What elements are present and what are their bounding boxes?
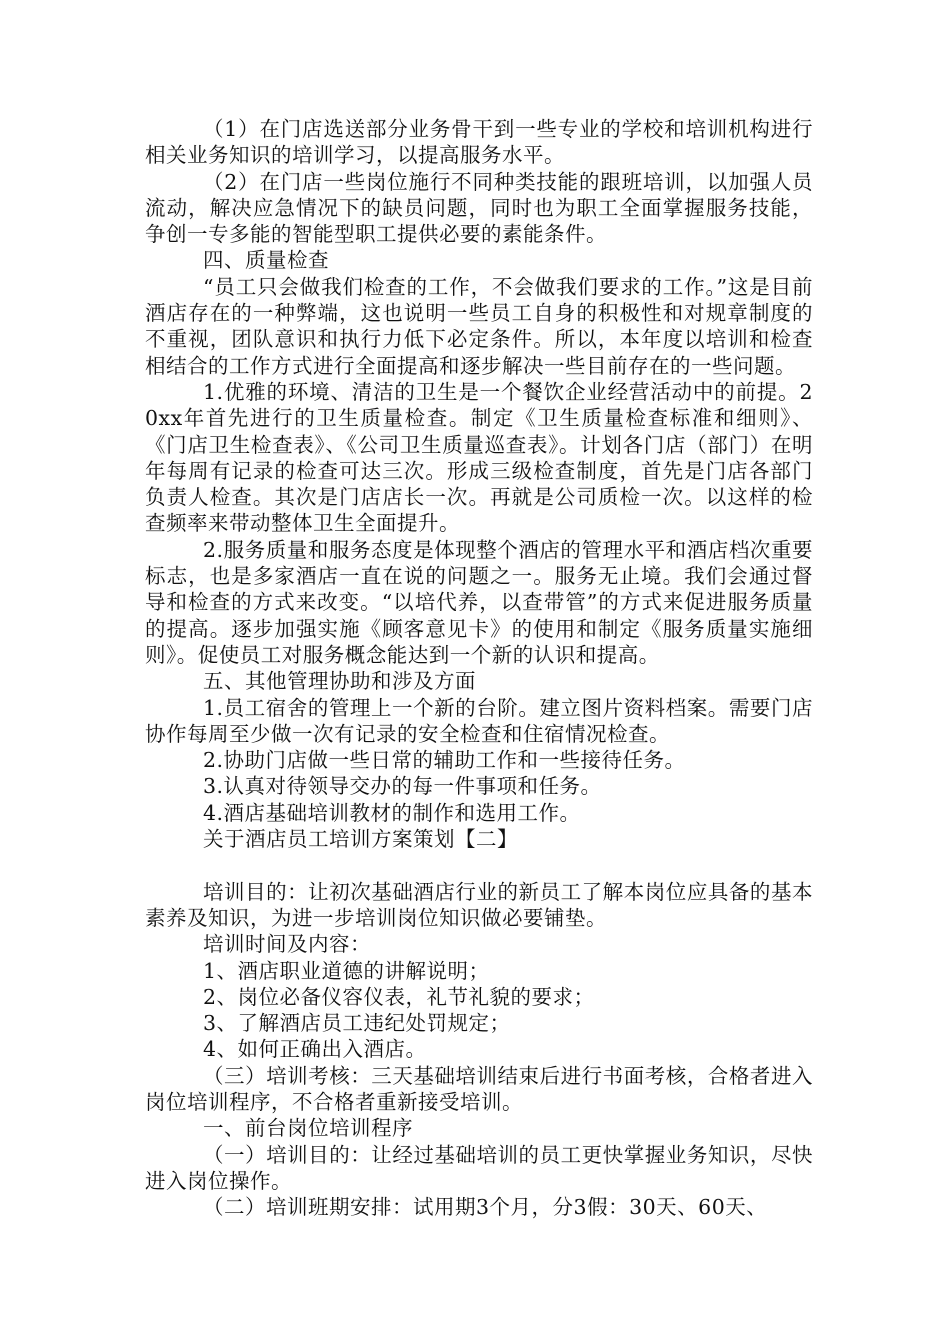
paragraph: 四、质量检查 [203, 248, 329, 273]
paragraph: （二）培训班期安排：试用期3个月，分3假：30天、60天、 [203, 1195, 768, 1220]
paragraph: 五、其他管理协助和涉及方面 [203, 669, 476, 694]
paragraph: 1、酒店职业道德的讲解说明； [203, 958, 490, 983]
paragraph: （1）在门店选送部分业务骨干到一些专业的学校和培训机构进行相关业务知识的培训学习，以提高服务水平。 [145, 117, 813, 168]
paragraph: 关于酒店员工培训方案策划【二】 [203, 827, 518, 852]
paragraph: 一、前台岗位培训程序 [203, 1116, 413, 1141]
paragraph: 2.协助门店做一些日常的辅助工作和一些接待任务。 [203, 748, 686, 773]
paragraph: （三）培训考核：三天基础培训结束后进行书面考核，合格者进入岗位培训程序，不合格者重新接受培训。 [145, 1063, 813, 1114]
blank-line [145, 852, 813, 878]
document-body [145, 116, 813, 1220]
paragraph: 4.酒店基础培训教材的制作和选用工作。 [203, 800, 581, 825]
paragraph: 1.优雅的环境、清洁的卫生是一个餐饮企业经营活动中的前提。20xx年首先进行的卫生质量检查。制定《卫生质量检查标准和细则》、《门店卫生检查表》、《公司卫生质量巡查表》。计划各门店（部门）在明年每周有记录的检查可达三次。形成三级检查制度，首先是门店各部门负责人检查。其次是门店店长一次。再就是公司质检一次。以这样的检查频率来带动整体卫生全面提升。 [145, 379, 813, 536]
paragraph: 4、如何正确出入酒店。 [203, 1037, 427, 1062]
paragraph: 3、了解酒店员工违纪处罚规定； [203, 1011, 511, 1036]
paragraph: 培训目的：让初次基础酒店行业的新员工了解本岗位应具备的基本素养及知识，为进一步培训岗位知识做必要铺垫。 [145, 879, 813, 930]
paragraph: “员工只会做我们检查的工作，不会做我们要求的工作。”这是目前酒店存在的一种弊端，这也说明一些员工自身的积极性和对规章制度的不重视，团队意识和执行力低下必定条件。所以，本年度以培训和检查相结合的工作方式进行全面提高和逐步解决一些目前存在的一些问题。 [145, 274, 813, 378]
paragraph: 培训时间及内容： [203, 932, 371, 957]
paragraph: 1.员工宿舍的管理上一个新的台阶。建立图片资料档案。需要门店协作每周至少做一次有记录的安全检查和住宿情况检查。 [145, 695, 813, 746]
paragraph: 3.认真对待领导交办的每一件事项和任务。 [203, 774, 602, 799]
paragraph: （一）培训目的：让经过基础培训的员工更快掌握业务知识，尽快进入岗位操作。 [145, 1142, 813, 1193]
paragraph: 2.服务质量和服务态度是体现整个酒店的管理水平和酒店档次重要标志，也是多家酒店一直在说的问题之一。服务无止境。我们会通过督导和检查的方式来改变。“以培代养，以查带管”的方式来促进服务质量的提高。逐步加强实施《顾客意见卡》的使用和制定《服务质量实施细则》。促使员工对服务概念能达到一个新的认识和提高。 [145, 537, 813, 667]
paragraph: （2）在门店一些岗位施行不同种类技能的跟班培训，以加强人员流动，解决应急情况下的缺员问题，同时也为职工全面掌握服务技能，争创一专多能的智能型职工提供必要的素能条件。 [145, 169, 813, 247]
paragraph: 2、岗位必备仪容仪表，礼节礼貌的要求； [203, 984, 595, 1009]
